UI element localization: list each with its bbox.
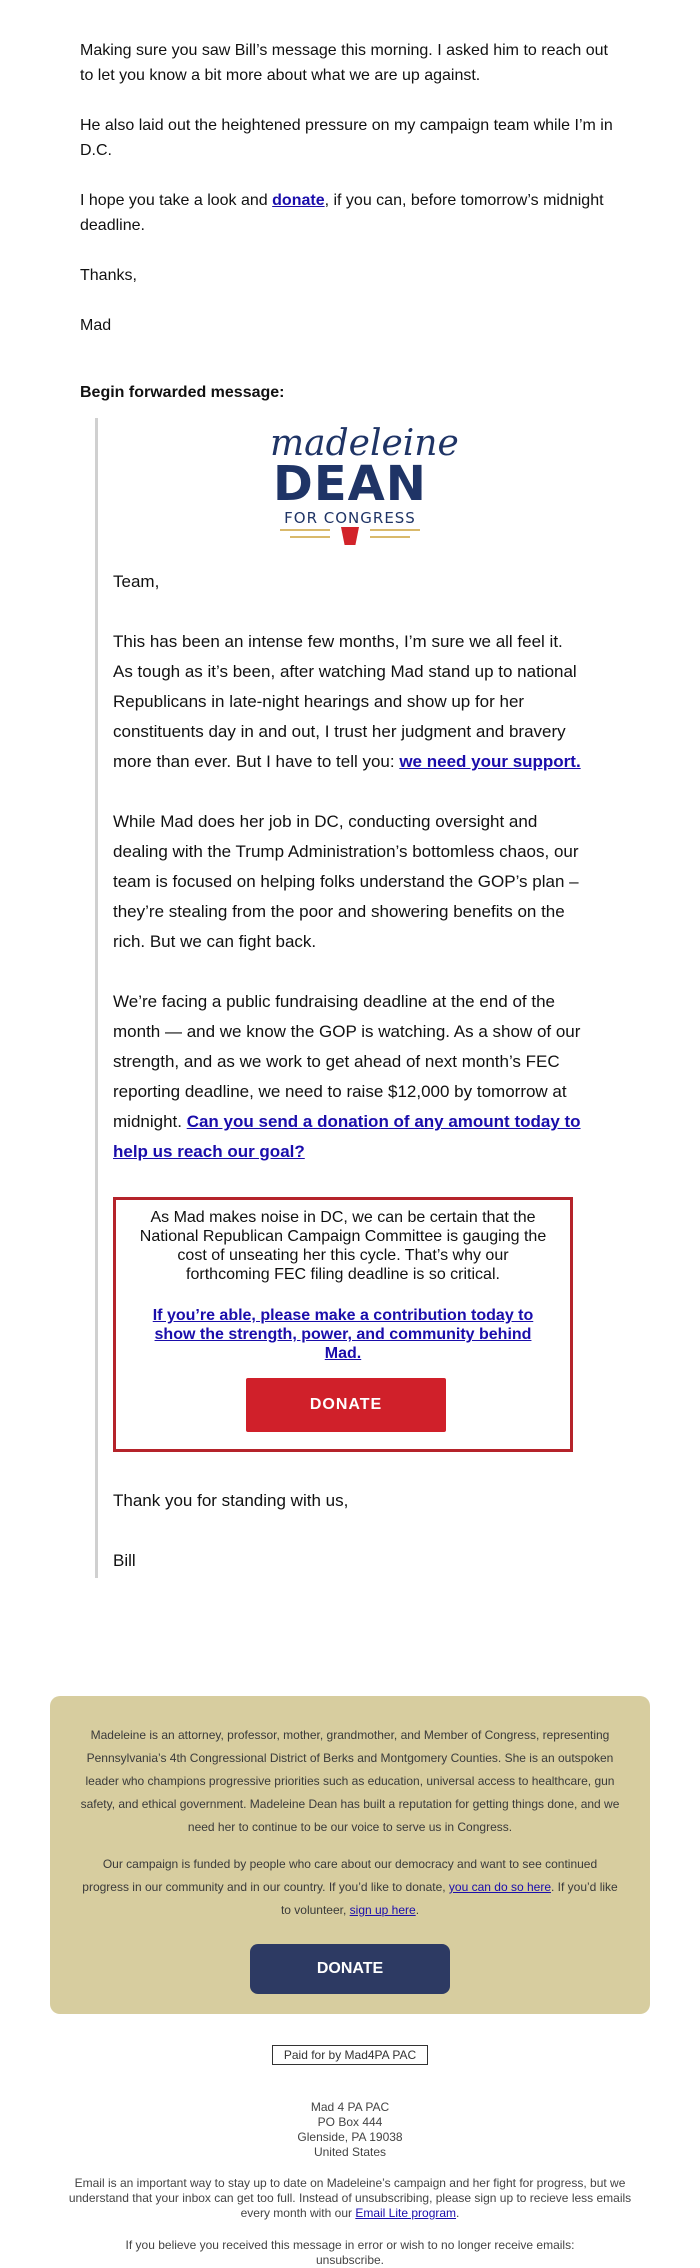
unsubscribe-link[interactable]: unsubscribe.	[315, 2253, 385, 2267]
intro-p3-before: I hope you take a look and	[80, 192, 273, 209]
intro-thanks: Thanks,	[80, 267, 137, 284]
logo-subtitle: FOR CONGRESS	[284, 509, 416, 527]
campaign-logo	[270, 423, 459, 544]
message-paragraph-3	[113, 987, 583, 1167]
address-line: PO Box 444	[317, 2115, 383, 2129]
intro-p3-after: , if you can, before tomorrow’s midnight deadline.	[80, 192, 604, 234]
email-lite-note	[60, 2176, 640, 2221]
message-greeting: Team,	[113, 572, 160, 591]
funding-text-after: .	[415, 1903, 420, 1917]
address-line: United States	[313, 2145, 387, 2159]
footer-funding	[78, 1853, 622, 1922]
logo-line	[290, 536, 330, 538]
forward-label: Begin forwarded message:	[80, 384, 285, 401]
email-note-text: Email is an important way to stay up to date on Madeleine’s campaign and her fight for progress, but we understand that your inbox can get too full. Instead of unsubscribing, please sign up to recieve less emails every month with our	[68, 2176, 632, 2220]
address-line: Glenside, PA 19038	[297, 2130, 403, 2144]
callout-link-wrap	[136, 1306, 550, 1363]
intro-paragraph-2: He also laid out the heightened pressure on my campaign team while I’m in D.C.	[80, 117, 613, 159]
email-lite-link[interactable]: Email Lite program	[355, 2206, 457, 2220]
quote-bar	[95, 418, 98, 1578]
message-closing: Thank you for standing with us,	[113, 1491, 349, 1510]
logo-first-name: madeleine	[270, 423, 459, 464]
logo-last-name: DEAN	[273, 456, 427, 512]
logo-line	[370, 536, 410, 538]
footer-box	[50, 1696, 650, 2014]
message-signoff: Bill	[113, 1551, 136, 1570]
volunteer-link[interactable]: sign up here	[349, 1903, 416, 1917]
paid-for-notice: Paid for by Mad4PA PAC	[272, 2045, 428, 2065]
address-line: Mad 4 PA PAC	[310, 2100, 390, 2114]
logo-line	[370, 529, 420, 531]
callout-text: As Mad makes noise in DC, we can be certain that the National Republican Campaign Committee is gauging the cost of unseating her this cycle. That’s why our forthcoming FEC filing deadline is so critical.	[139, 1209, 547, 1283]
funding-text-mid: . If you’d like to volunteer,	[280, 1880, 618, 1917]
intro-signature: Mad	[80, 317, 112, 334]
message-p3-text: We’re facing a public fundraising deadline at the end of the month — and we know the GOP is watching. As a show of our strength, and as we work to get ahead of next month’s FEC reporting deadline, we need to raise $12,000 by tomorrow at midnight.	[113, 992, 581, 1131]
unsubscribe-text: If you believe you received this message in error or wish to no longer receive emails:	[125, 2238, 575, 2252]
intro-paragraph-1: Making sure you saw Bill’s message this morning. I asked him to reach out to let you know a bit more about what we are up against.	[80, 42, 608, 84]
message-p1-text: This has been an intense few months, I’m sure we all feel it. As tough as it’s been, after watching Mad stand up to national Republicans in late-night hearings and show up for her constituents day in and out, I trust her judgment and bravery more than ever. But I have to tell you:	[113, 632, 577, 771]
donate-here-link[interactable]: you can do so here	[448, 1880, 551, 1894]
funding-text-before: Our campaign is funded by people who care about our democracy and want to see continued progress in our community and in our country. If you’d like to donate,	[82, 1857, 598, 1894]
unsubscribe-note	[100, 2238, 600, 2268]
message-paragraph-1	[113, 627, 583, 777]
footer-donate-button[interactable]: DONATE	[250, 1944, 450, 1994]
logo-line	[280, 529, 330, 531]
contribution-link[interactable]: If you’re able, please make a contribution today to show the strength, power, and community behind Mad.	[152, 1307, 534, 1362]
keystone-icon	[341, 527, 359, 545]
donation-link[interactable]: Can you send a donation of any amount today to help us reach our goal?	[113, 1112, 581, 1161]
intro-paragraph-3	[80, 188, 620, 238]
donate-button[interactable]: DONATE	[246, 1378, 446, 1432]
email-note-after: .	[456, 2206, 460, 2220]
message-paragraph-2: While Mad does her job in DC, conducting oversight and dealing with the Trump Administration’s bottomless chaos, our team is focused on helping folks understand the GOP’s plan – they’re stealing from the poor and showering benefits on the rich. But we can fight back.	[113, 812, 579, 951]
support-link[interactable]: we need your support.	[399, 752, 581, 771]
callout-box	[113, 1197, 573, 1452]
footer-bio: Madeleine is an attorney, professor, mother, grandmother, and Member of Congress, representing Pennsylvania’s 4th Congressional District of Berks and Montgomery Counties. She is an outspoken leader who champions progressive priorities such as education, universal access to healthcare, gun safety, and ethical government. Madeleine Dean has built a reputation for getting things done, and we need her to continue to be our voice to serve us in Congress.	[80, 1728, 620, 1834]
intro-donate-link[interactable]: donate	[272, 192, 325, 209]
